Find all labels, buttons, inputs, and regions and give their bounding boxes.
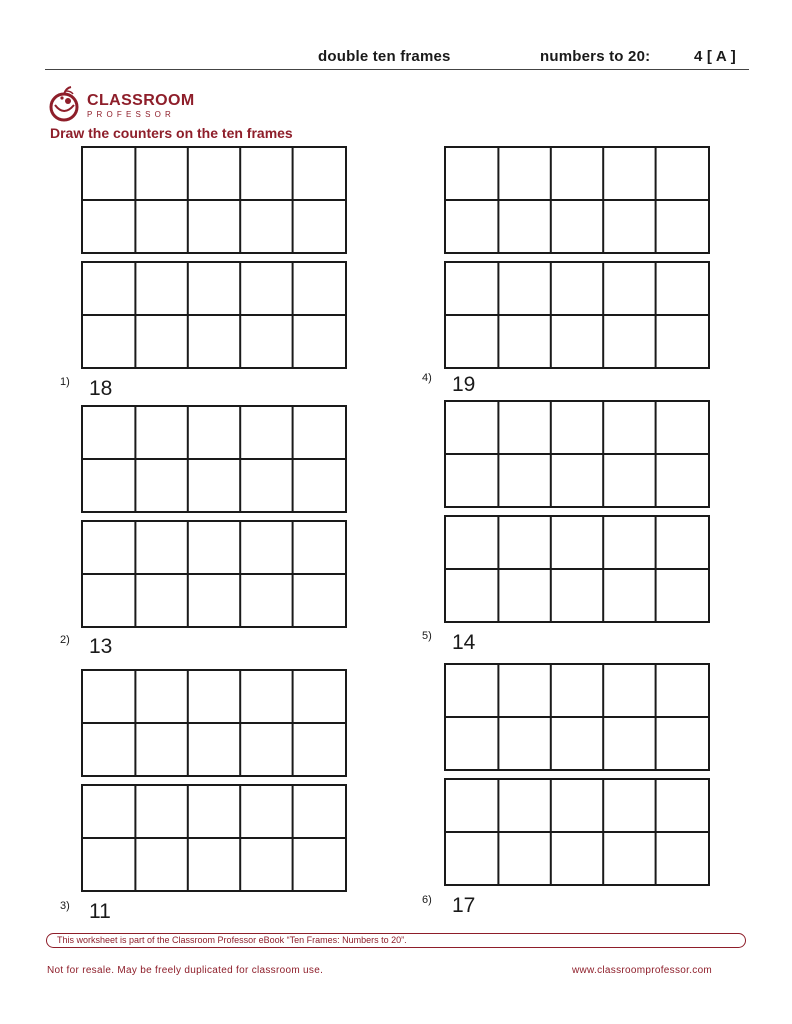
ten-frame-grid [83, 148, 345, 252]
apple-logo-icon [45, 85, 85, 125]
ten-frame-grid [83, 263, 345, 367]
question-number: 1) [60, 376, 70, 388]
question-value: 13 [89, 635, 113, 658]
ten-frame-q1-bottom [81, 261, 347, 369]
ten-frame-q6-bottom [444, 778, 710, 886]
header-rule [45, 69, 749, 70]
instruction-text: Draw the counters on the ten frames [50, 125, 293, 141]
sheet-id: 4 [ A ] [694, 48, 736, 65]
question-number: 3) [60, 900, 70, 912]
classroom-professor-logo [45, 85, 195, 125]
ten-frame-q1-top [81, 146, 347, 254]
footer-website: www.classroomprofessor.com [572, 965, 713, 976]
ten-frame-q4-bottom [444, 261, 710, 369]
ten-frame-grid [446, 517, 708, 621]
ten-frame-grid [446, 665, 708, 769]
ten-frame-q6-top [444, 663, 710, 771]
ebook-credit-banner: This worksheet is part of the Classroom Professor eBook “Ten Frames: Numbers to 20”. [46, 933, 746, 948]
ten-frame-q2-bottom [81, 520, 347, 628]
question-number: 5) [422, 630, 432, 642]
ten-frame-grid [83, 786, 345, 890]
ten-frame-q3-top [81, 669, 347, 777]
ten-frame-grid [83, 671, 345, 775]
ten-frame-q5-top [444, 400, 710, 508]
ten-frame-grid [83, 522, 345, 626]
ten-frame-q5-bottom [444, 515, 710, 623]
ten-frame-grid [446, 402, 708, 506]
ten-frame-grid [446, 780, 708, 884]
ten-frame-grid [83, 407, 345, 511]
logo-wordmark: CLASSROOM [87, 92, 195, 109]
question-number: 4) [422, 372, 432, 384]
ten-frame-grid [446, 148, 708, 252]
logo-subtitle: PROFESSOR [87, 110, 176, 119]
ten-frame-q2-top [81, 405, 347, 513]
ten-frame-q4-top [444, 146, 710, 254]
question-number: 6) [422, 894, 432, 906]
worksheet-topic: numbers to 20: [540, 48, 651, 65]
footer-resale-notice: Not for resale. May be freely duplicated for classroom use. [47, 965, 324, 976]
question-value: 11 [89, 900, 111, 923]
ten-frame-grid [446, 263, 708, 367]
question-value: 14 [452, 631, 476, 654]
question-value: 18 [89, 377, 113, 400]
question-number: 2) [60, 634, 70, 646]
ten-frame-q3-bottom [81, 784, 347, 892]
question-value: 19 [452, 373, 476, 396]
question-value: 17 [452, 894, 476, 917]
worksheet-title: double ten frames [318, 48, 451, 65]
